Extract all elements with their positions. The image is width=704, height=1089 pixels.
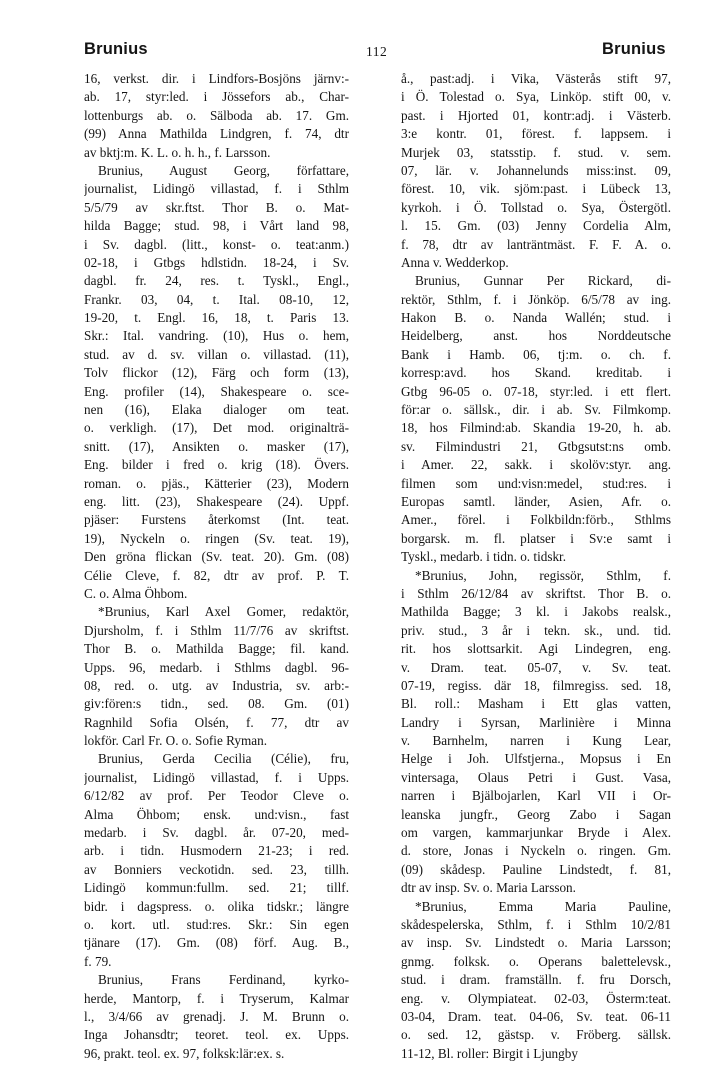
text-line: Helge i Joh. Ulfstjerna., Mopsus i En [401, 751, 671, 767]
text-line: stud. av d. sv. villan o. villastad. (11), [84, 346, 349, 362]
text-line: hilda Bagge; stud. 98, i Vårt land 98, [84, 218, 349, 234]
text-line: borgarsk. m. fl. platser i Sv:e samt i [401, 530, 671, 546]
text-line: Eng. profiler (14), Shakespeare o. sce- [84, 383, 349, 399]
text-line: dagbl. fr. 24, res. t. Tyskl., Engl., [84, 273, 349, 289]
text-line: vintersaga, Olaus Petri i Gust. Vasa, [401, 769, 671, 785]
text-line: Alma Öhbom; ensk. und:visn., fast [84, 806, 349, 822]
text-line: v. Dram. teat. 05-07, v. Sv. teat. [401, 659, 671, 675]
text-line: gnmg. folksk. o. Operans balettelevsk., [401, 953, 671, 969]
text-line: Ragnhild Sofia Olsén, f. 77, dtr av [84, 714, 349, 730]
text-line: Tyskl., medarb. i tidn. o. tidskr. [401, 549, 567, 565]
text-line: nen (16), Elaka dialoger om teat. [84, 402, 349, 418]
text-line: kyrkoh. i Ö. Tollstad o. Sya, Östergötl. [401, 199, 671, 215]
text-line: Amer., förel. i Folkbildn:förb., Sthlms [401, 512, 671, 528]
text-line: filmen som und:visn:medel, stud:res. i [401, 475, 671, 491]
text-line: dtr av insp. Sv. o. Maria Larsson. [401, 880, 576, 896]
text-line: Mathilda Bagge; 3 kl. i Jakobs realsk., [401, 604, 671, 620]
text-line: Heidelberg, anst. hos Norddeutsche [401, 328, 671, 344]
text-line: 19), Nyckeln o. ringen (Sv. teat. 19), [84, 530, 349, 546]
text-line: i Amer. 22, sakk. i skolöv:styr. ang. [401, 457, 671, 473]
text-line: roman. o. pjäs., Kätterier (23), Modern [84, 475, 349, 491]
text-line: i Sthlm 26/12/84 av skriftst. Thor B. o. [401, 585, 671, 601]
text-line: för:ar o. sällsk., dir. i ab. Sv. Filmkomp. [401, 402, 671, 418]
text-line: om vargen, kammarjunkar Bryde i Alex. [401, 825, 671, 841]
page-header [0, 0, 704, 70]
text-line: (09) skådesp. Pauline Lindstedt, f. 81, [401, 861, 671, 877]
running-head-right: Brunius [602, 40, 666, 58]
text-line: 07-19, regiss. där 18, filmregiss. sed. 18, [401, 677, 671, 693]
text-line: tjänare (17). Gm. (08) förf. Aug. B., [84, 935, 349, 951]
text-line: journalist, Lidingö villastad, f. i Upps. [84, 769, 349, 785]
text-line: av bktj:m. K. L. o. h. h., f. Larsson. [84, 144, 271, 160]
text-line: Brunius, Gunnar Per Rickard, di- [415, 273, 671, 289]
text-line: Skr.: Ital. vandring. (10), Hus o. hem, [84, 328, 349, 344]
right-column [401, 70, 671, 1063]
text-line: 08, red. o. utg. av Industria, sv. arb:- [84, 677, 349, 693]
text-line: d. store, Jonas i Nyckeln o. ringen. Gm. [401, 843, 671, 859]
text-line: lokför. Carl Fr. O. o. Sofie Ryman. [84, 733, 267, 749]
text-line: priv. stud., 3 år i tekn. sk., und. tid. [401, 622, 671, 638]
text-line: skådespelerska, Sthlm, f. i Sthlm 10/2/81 [401, 916, 671, 932]
text-line: å., past:adj. i Vika, Västerås stift 97, [401, 71, 671, 86]
text-line: 96, prakt. teol. ex. 97, folksk:lär:ex. s. [84, 1045, 285, 1061]
text-line: Inga Johansdtr; teoret. teol. ex. Upps. [84, 1027, 349, 1043]
text-line: *Brunius, Emma Maria Pauline, [415, 898, 671, 914]
text-line: pjäser: Furstens återkomst (Int. teat. [84, 512, 349, 528]
text-line: past. i Hjorted 01, kontr:adj. i Västerb. [401, 107, 671, 123]
text-line: o. verkligh. (17), Det mod. originalträ- [84, 420, 349, 436]
text-line: o. sed. 12, gästsp. v. Fröberg. sällsk. [401, 1027, 671, 1043]
text-line: Brunius, August Georg, författare, [98, 162, 349, 178]
left-column [84, 70, 349, 1063]
text-line: *Brunius, Karl Axel Gomer, redaktör, [98, 604, 349, 620]
text-line: f. 78, dtr av lanträntmäst. F. F. A. o. [401, 236, 671, 252]
text-line: 03-04, Dram. teat. 04-06, Sv. teat. 06-11 [401, 1008, 671, 1024]
text-line: Murjek 03, statsstip. f. stud. v. sem. [401, 144, 671, 160]
text-line: i Sv. dagbl. (litt., konst- o. teat:anm.) [84, 236, 349, 252]
text-line: Upps. 96, medarb. i Sthlms dagbl. 96- [84, 659, 349, 675]
text-line: Frankr. 03, 04, t. Ital. 08-10, 12, [84, 291, 349, 307]
text-line: Lidingö kommun:fullm. sed. 21; tillf. [84, 880, 349, 896]
text-line: bidr. i dagspress. o. olika tidskr.; längre [84, 898, 349, 914]
text-line: av Bonniers veckotidn. sed. 23, tillh. [84, 861, 349, 877]
running-head-left: Brunius [84, 40, 148, 58]
text-line: leanska jungfr., Georg Zabo i Sagan [401, 806, 671, 822]
text-line: Brunius, Gerda Cecilia (Célie), fru, [98, 751, 349, 767]
text-line: medarb. i Sv. dagbl. år. 07-20, med- [84, 825, 349, 841]
text-line: Thor B. o. Mathilda Bagge; fil. kand. [84, 641, 349, 657]
text-line: journalist, Lidingö villastad, f. i Sthlm [84, 181, 349, 197]
text-line: eng. litt. (23), Shakespeare (24). Uppf. [84, 493, 349, 509]
text-line: 11-12, Bl. roller: Birgit i Ljungby [401, 1045, 578, 1061]
text-line: 6/12/82 av prof. Per Teodor Cleve o. [84, 788, 349, 804]
text-line: i Ö. Tolestad o. Sya, Linköp. stift 00, v. [401, 89, 671, 105]
text-line: rektör, Sthlm, f. i Jönköp. 6/5/78 av ing. [401, 291, 671, 307]
text-line: 18, hos Filmind:ab. Skandia 19-20, h. ab. [401, 420, 671, 436]
text-line: stud. i dram. framställn. f. fru Dorsch, [401, 972, 671, 988]
text-line: eng. v. Olympiateat. 02-03, Österm:teat. [401, 990, 671, 1006]
text-line: herde, Mantorp, f. i Tryserum, Kalmar [84, 990, 349, 1006]
text-line: Europas samtl. länder, Asien, Afr. o. [401, 493, 671, 509]
text-line: snitt. (17), Ansikten o. masker (17), [84, 438, 349, 454]
text-line: Djursholm, f. i Sthlm 11/7/76 av skriftst. [84, 622, 349, 638]
text-line: 02-18, i Gtbgs hdlstidn. 18-24, i Sv. [84, 254, 349, 270]
text-line: av insp. Sv. Lindstedt o. Maria Larsson; [401, 935, 671, 951]
text-line: Hakon B. o. Nanda Wallén; stud. i [401, 310, 671, 326]
text-line: förest. 10, vik. sjöm:past. i Lübeck 13, [401, 181, 671, 197]
text-line: 19-20, t. Engl. 16, 18, t. Paris 13. [84, 310, 349, 326]
text-line: lottenburgs ab. o. Sälboda ab. 17. Gm. [84, 107, 349, 123]
text-line: 07, lär. v. Johannelunds miss:inst. 09, [401, 162, 671, 178]
text-line: giv:fören:s tidn., sed. 08. Gm. (01) [84, 696, 349, 712]
page-number: 112 [366, 44, 388, 59]
text-line: Brunius, Frans Ferdinand, kyrko- [98, 972, 349, 988]
text-line: C. o. Alma Öhbom. [84, 585, 188, 601]
text-line: Den gröna flickan (Sv. teat. 20). Gm. (08) [84, 549, 349, 565]
text-line: o. kort. utl. stud:res. Skr.: Sin egen [84, 916, 349, 932]
text-line: f. 79. [84, 953, 112, 969]
text-line: narren i Bjälbojarlen, Karl VII i Or- [401, 788, 671, 804]
text-line: Anna v. Wedderkop. [401, 254, 509, 270]
text-line: 16, verkst. dir. i Lindfors-Bosjöns järnv:- [84, 71, 349, 86]
text-line: rit. hos slottsarkit. Agi Lindegren, eng. [401, 641, 671, 657]
text-line: v. Barnhelm, narren i Kung Lear, [401, 733, 671, 749]
text-line: Bl. roll.: Masham i Ett glas vatten, [401, 696, 671, 712]
text-line: korresp:avd. hos Skand. kreditab. i [401, 365, 671, 381]
text-line: l. 15. Gm. (03) Jenny Cordelia Alm, [401, 218, 671, 234]
text-line: Landry i Syrsan, Marlinière i Minna [401, 714, 671, 730]
text-line: 3:e kontr. 01, förest. f. lappsem. i [401, 126, 671, 142]
text-line: ab. 17, styr:led. i Jössefors ab., Char- [84, 89, 349, 105]
text-line: l., 3/4/66 av grenadj. J. M. Brunn o. [84, 1008, 349, 1024]
text-line: 5/5/79 av skr.ftst. Thor B. o. Mat- [84, 199, 349, 215]
text-line: Bank i Hamb. 06, tj:m. o. ch. f. [401, 346, 671, 362]
text-line: Tolv flickor (12), Färg och form (13), [84, 365, 349, 381]
text-line: sv. Filmindustri 21, Gtbgsutst:ns omb. [401, 438, 671, 454]
text-line: arb. i tidn. Husmodern 21-23; i red. [84, 843, 349, 859]
text-line: Célie Cleve, f. 82, dtr av prof. P. T. [84, 567, 349, 583]
text-line: Eng. bilder i fred o. krig (18). Övers. [84, 457, 349, 473]
text-line: (99) Anna Mathilda Lindgren, f. 74, dtr [84, 126, 349, 142]
text-line: Gtbg 96-05 o. 07-18, styr:led. i ett flert. [401, 383, 671, 399]
text-line: *Brunius, John, regissör, Sthlm, f. [415, 567, 671, 583]
